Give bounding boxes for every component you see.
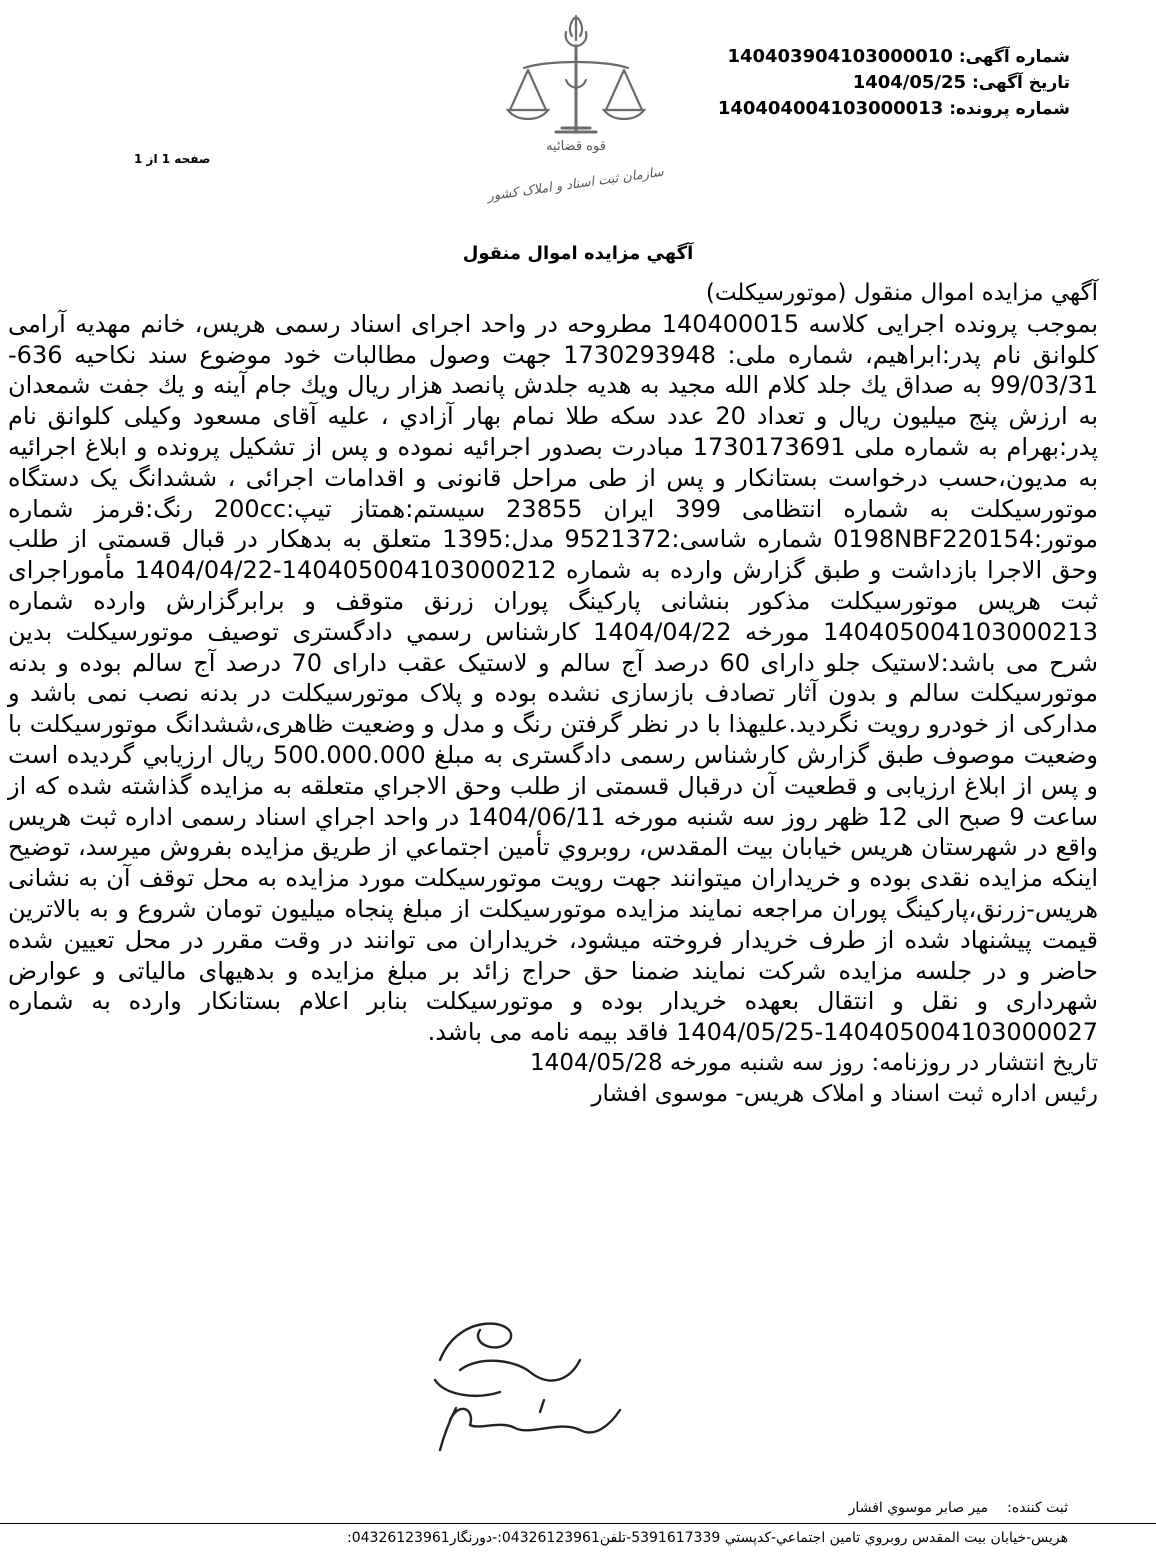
file-number-row: [670, 96, 1070, 122]
notice-meta: [670, 44, 1070, 122]
document-subtitle: آگهي مزايده اموال منقول (موتورسيكلت): [705, 280, 1098, 306]
registrar-name: مير صابر موسوي افشار: [848, 1500, 988, 1516]
file-number: 140404004103000013: [717, 98, 944, 119]
signatory-line: رئيس اداره ثبت اسناد و املاک هريس- موسوی افشار: [591, 1080, 1098, 1107]
notice-date: 1404/05/25: [852, 72, 967, 93]
document-body: [8, 278, 1098, 1110]
notice-number: 140403904103000010: [727, 46, 953, 67]
emblem-caption-2: سازمان ثبت اسناد و املاک کشور: [486, 164, 665, 205]
publish-date: تاريخ انتشار در روزنامه: روز سه شنبه مورخه 1404/05/28: [530, 1049, 1098, 1076]
emblem-caption-1: قوه قضائیه: [546, 139, 606, 154]
handwritten-signature: [420, 1300, 640, 1460]
notice-number-row: [670, 44, 1070, 70]
footer-divider: [0, 1523, 1156, 1524]
notice-date-label: تاریخ آگهی:: [971, 73, 1070, 93]
registrar-label: ثبت كننده:: [1007, 1500, 1068, 1516]
footer-address: هريس-خيابان بيت المقدس روبروي تامين اجتماعي-كدپستي 5391617339-تلفن04326123961:-دورنگار04326123961:: [346, 1530, 1068, 1546]
file-number-label: شماره پرونده:: [949, 99, 1070, 119]
judiciary-emblem: [486, 10, 665, 205]
notice-date-row: [670, 70, 1070, 96]
notice-number-label: شماره آگهی:: [958, 47, 1070, 67]
page-info: صفحه 1 از 1: [134, 152, 211, 166]
document-title: آگهي مزايده اموال منقول: [462, 243, 694, 264]
notice-body-text: بموجب پرونده اجرايی كلاسه 140400015 مطروحه در واحد اجرای اسناد رسمی هريس، خانم مهديه آرامی كلوانق نام پدر:ابراهيم، شماره ملی: 1730293948 جهت وصول مطالبات خود موضوع سند نكاحيه 636-99/03/31 به صداق يك جلد كلام الله مجيد به هديه جلدش پانصد هزار ريال ويك جام آينه و يك جفت شمعدان به ارزش پنج ميليون ريال و تعداد 20 عدد سكه طلا نمام بهار آزادي ، عليه آقای مسعود وكيلی كلوانق نام پدر:بهرام به شماره ملی 1730173691 مبادرت بصدور اجرائيه نموده و پس از تشكيل پرونده و ابلاغ اجرائيه به مديون،حسب درخواست بستانكار و پس از طی مراحل قانونی و اقدامات اجرائی ، ششدانگ يک دستگاه موتورسيكلت به شماره انتظامی 399 ايران 23855 سيستم:همتاز تيپ:200cc رنگ:قرمز شماره موتور:0198NBF220154 شماره شاسی:9521372 مدل:1395 متعلق به بدهكار در قبال قسمتی از طلب وحق الاجرا بازداشت و طبق گزارش وارده به شماره 140405004103000212-1404/04/22 مأموراجرای ثبت هريس موتورسيكلت مذكور بنشانی پاركينگ پوران زرنق متوقف و برابرگزارش وارده شماره 140405004103000213 مورخه 1404/04/22 كارشناس رسمي دادگستری توصيف موتورسيكلت بدين شرح می باشد:لاستيک جلو دارای 60 درصد آج سالم و لاستيک عقب دارای 70 درصد آج سالم بوده و بدنه موتورسيكلت سالم و بدون آثار تصادف بازسازی نشده بوده و پلاک موتورسيكلت در بدنه نصب نمی باشد و مداركی از خودرو رويت نگرديد.عليهذا با در نظر گرفتن رنگ و مدل و وضعيت ظاهری،ششدانگ موتورسيكلت با وضعيت موصوف طبق گزارش كارشناس رسمی دادگستری به مبلغ 500.000.000 ريال ارزيابي گرديده است و پس از ابلاغ ارزيابی و قطعيت آن درقبال قسمتی از طلب وحق الاجراي متعلقه به مزايده گذاشته شده كه از ساعت 9 صبح الی 12 ظهر روز سه شنبه مورخه 1404/06/11 در واحد اجراي اسناد رسمی اداره ثبت هريس واقع در شهرستان هريس خيابان بيت المقدس، روبروي تأمين اجتماعي از طريق مزايده بفروش ميرسد، توضيح اينكه مزايده نقدی بوده و خريداران ميتوانند جهت رويت موتورسيكلت مورد مزايده به محل توقف آن به نشانی هريس-زرنق،پاركينگ پوران مراجعه نمايند مزايده موتورسيكلت از مبلغ پنجاه ميليون تومان شروع و به بالاترين قيمت پيشنهاد شده از طرف خريدار فروخته ميشود، خريداران می توانند در وقت مقرر در محل تعيين شده حاضر و در جلسه مزايده شركت نمايند ضمنا حق حراج زائد بر مبلغ مزايده و بدهيهای مالياتی و عوارض شهرداری و نقل و انتقال بعهده خريدار بوده و موتورسيكلت بنابر اعلام بستانكار وارده به شماره 140405004103000027-1404/05/25 فاقد بيمه نامه می باشد.: [8, 309, 1099, 1047]
